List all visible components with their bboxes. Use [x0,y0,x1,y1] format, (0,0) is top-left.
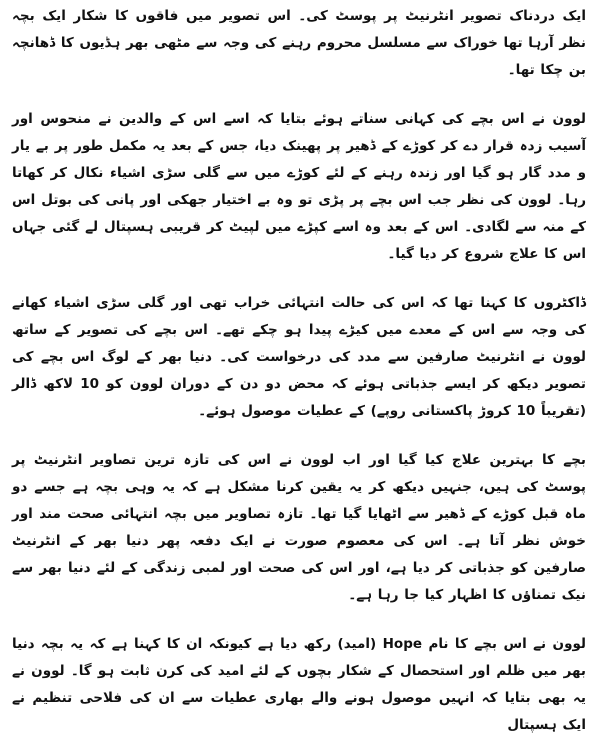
paragraph: ڈاکٹروں کا کہنا تھا کہ اس کی حالت انتہائی خراب تھی اور گلی سڑی اشیاء کھانے کی وجہ سے اس کے معدے میں کیڑے پیدا ہو چکے تھے۔ اس بچے کی تصویر کے ساتھ لوون نے انٹرنیٹ صارفین سے مدد کی درخواست کی۔ دنیا بھر کے لوگ اس بچے کی تصویر دیکھ کر ایسے جذباتی ہوئے کہ محض دو دن کے دوران لوون کو 10 لاکھ ڈالر (تقریباً 10 کروڑ پاکستانی روپے) کے عطیات موصول ہوئے۔ [12,295,586,419]
paragraph: ایک دردناک تصویر انٹرنیٹ پر پوسٹ کی۔ اس تصویر میں فاقوں کا شکار ایک بچہ نظر آرہا تھا خوراک سے مسلسل محروم رہنے کی وجہ سے مٹھی بھر ہڈیوں کا ڈھانچہ بن چکا تھا۔ [12,8,586,78]
paragraph: بچے کا بہترین علاج کیا گیا اور اب لوون نے اس کی تازہ ترین تصاویر انٹرنیٹ پر پوسٹ کی ہیں، جنہیں دیکھ کر یہ یقین کرنا مشکل ہے کہ یہ وہی بچہ ہے جسے دو ماہ قبل کوڑے کے ڈھیر سے اٹھایا گیا تھا۔ تازہ تصاویر میں بچہ انتہائی صحت مند اور خوش نظر آتا ہے۔ اس کی معصوم صورت نے ایک دفعہ پھر دنیا بھر کے انٹرنیٹ صارفین کو جذباتی کر دیا ہے، اور اس کی صحت اور لمبی زندگی کے لئے دنیا بھر سے نیک تمناؤں کا اظہار کیا جا رہا ہے۔ [12,452,586,603]
paragraph: لوون نے اس بچے کا نام Hope (امید) رکھ دیا ہے کیونکہ ان کا کہنا ہے کہ یہ بچہ دنیا بھر میں ظلم اور استحصال کے شکار بچوں کے لئے امید کی کرن ثابت ہو گا۔ لوون نے یہ بھی بتایا کہ انہیں موصول ہونے والے بھاری عطیات سے ان کی فلاحی تنظیم نے ایک ہسپتال [12,636,586,733]
paragraph: لوون نے اس بچے کی کہانی سناتے ہوئے بتایا کہ اسے اس کے والدین نے منحوس اور آسیب زدہ قرار دے کر کوڑے کے ڈھیر پر پھینک دیا، جس کے بعد یہ مکمل طور پر بے یار و مدد گار ہو گیا اور زندہ رہنے کے لئے کوڑے میں سے گلی سڑی اشیاء نکال کر کھاتا رہا۔ لوون کی نظر جب اس بچے پر پڑی تو وہ بے اختیار جھکی اور پانی کی بوتل اس کے منہ سے لگادی۔ اس کے بعد وہ اسے کپڑے میں لپیٹ کر قریبی ہسپتال لے گئی جہاں اس کا علاج شروع کر دیا گیا۔ [12,111,586,262]
